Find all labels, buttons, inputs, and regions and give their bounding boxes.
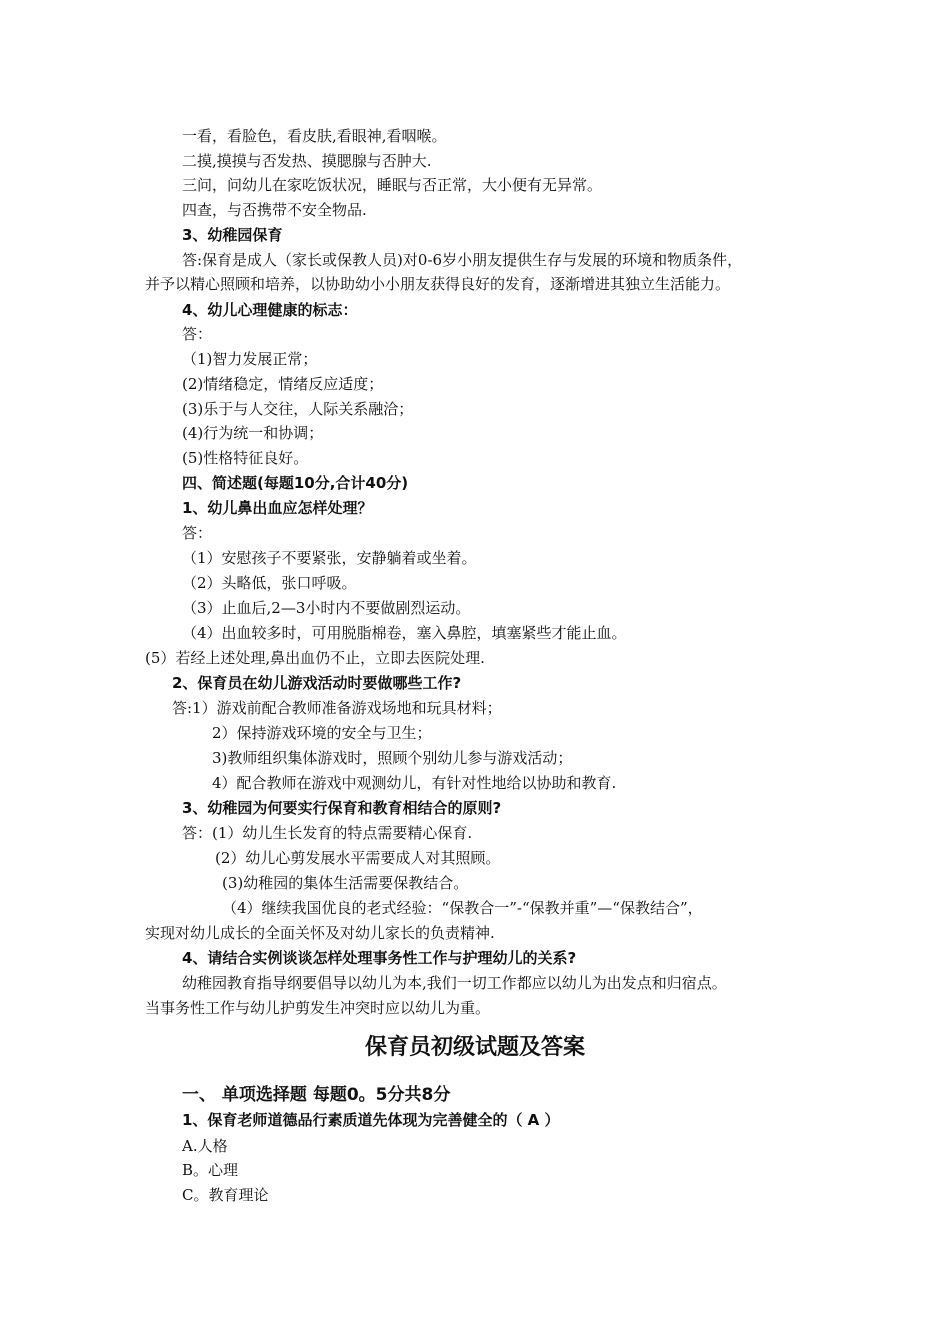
text-line: 答： [182, 325, 213, 343]
list-item: （1）安慰孩子不要紧张，安静躺着或坐着。 [182, 549, 477, 567]
list-item: （1)智力发展正常； [182, 350, 318, 368]
text-line: 当事务性工作与幼儿护剪发生冲突时应以幼儿为重。 [145, 999, 491, 1017]
section-heading: 一、 单项选择题 每题0。5分共8分 [182, 1085, 451, 1105]
list-item: 4）配合教师在游戏中观测幼儿，有针对性地给以协助和教育. [212, 774, 617, 792]
list-item: （4）出血较多时，可用脱脂棉卷，塞入鼻腔，填塞紧些才能止血。 [182, 624, 627, 642]
section-heading: 四、简述题(每题10分,合计40分) [182, 474, 409, 492]
list-item: (5）若经上述处理,鼻出血仍不止，立即去医院处理. [145, 649, 485, 667]
list-item: 3)教师组织集体游戏时，照顾个别幼儿参与游戏活动； [212, 749, 573, 767]
option-item: C。教育理论 [182, 1186, 269, 1204]
text-line: 一看，看脸色，看皮肤,看眼神,看咽喉。 [182, 127, 447, 145]
list-item: 2）保持游戏环境的安全与卫生； [212, 724, 432, 742]
question-heading: 2、保育员在幼儿游戏活动时要做哪些工作? [172, 674, 462, 692]
list-item: 答：(1）幼儿生长发育的特点需要精心保育. [182, 824, 473, 842]
question-heading: 1、保育老师道德品行素质道先体现为完善健全的（ A ） [182, 1111, 560, 1129]
list-item: （3）止血后,2—3小时内不要做剧烈运动。 [182, 599, 471, 617]
question-heading: 4、请结合实例谈谈怎样处理事务性工作与护理幼儿的关系? [182, 949, 577, 967]
option-item: A.人格 [182, 1137, 228, 1155]
question-heading: 3、幼稚园为何要实行保育和教育相结合的原则? [182, 799, 502, 817]
text-line: 三问，问幼儿在家吃饭状况，睡眠与否正常，大小便有无异常。 [182, 176, 603, 194]
text-line: 二摸,摸摸与否发热、摸腮腺与否肿大. [182, 152, 432, 170]
list-item: （2）头略低，张口呼吸。 [182, 574, 357, 592]
list-item: (2)情绪稳定，情绪反应适度； [182, 375, 384, 393]
question-heading: 1、幼儿鼻出血应怎样处理？ [182, 499, 373, 517]
list-item: 答:1）游戏前配合教师准备游戏场地和玩具材料； [172, 699, 502, 717]
list-item: (3)乐于与人交往，人际关系融洽； [182, 400, 414, 418]
list-item: （4）继续我国优良的老式经验：“保教合一”-“保教并重”—“保教结合”， [222, 899, 703, 917]
question-heading: 3、幼稚园保育 [182, 226, 283, 244]
text-line: 并予以精心照顾和培养，以协助幼小小朋友获得良好的发育，逐渐增进其独立生活能力。 [145, 275, 731, 293]
list-item: (4)行为统一和协调； [182, 424, 324, 442]
text-line: 幼稚园教育指导纲要倡导以幼儿为本,我们一切工作都应以幼儿为出发点和归宿点。 [182, 974, 727, 992]
option-item: B。心理 [182, 1161, 239, 1179]
text-line: 实现对幼儿成长的全面关怀及对幼儿家长的负责精神. [145, 924, 495, 942]
text-line: 答： [182, 524, 213, 542]
list-item: (2）幼儿心剪发展水平需要成人对其照顾。 [215, 849, 501, 867]
text-line: 答:保育是成人（家长或保教人员)对0-6岁小朋友提供生存与发展的环境和物质条件， [182, 251, 743, 269]
question-heading: 4、幼儿心理健康的标志： [182, 301, 358, 319]
text-line: 四查，与否携带不安全物品. [182, 201, 367, 219]
list-item: (5)性格特征良好。 [182, 449, 309, 467]
document-title: 保育员初级试题及答案 [365, 1035, 586, 1060]
list-item: (3)幼稚园的集体生活需要保教结合。 [222, 874, 469, 892]
